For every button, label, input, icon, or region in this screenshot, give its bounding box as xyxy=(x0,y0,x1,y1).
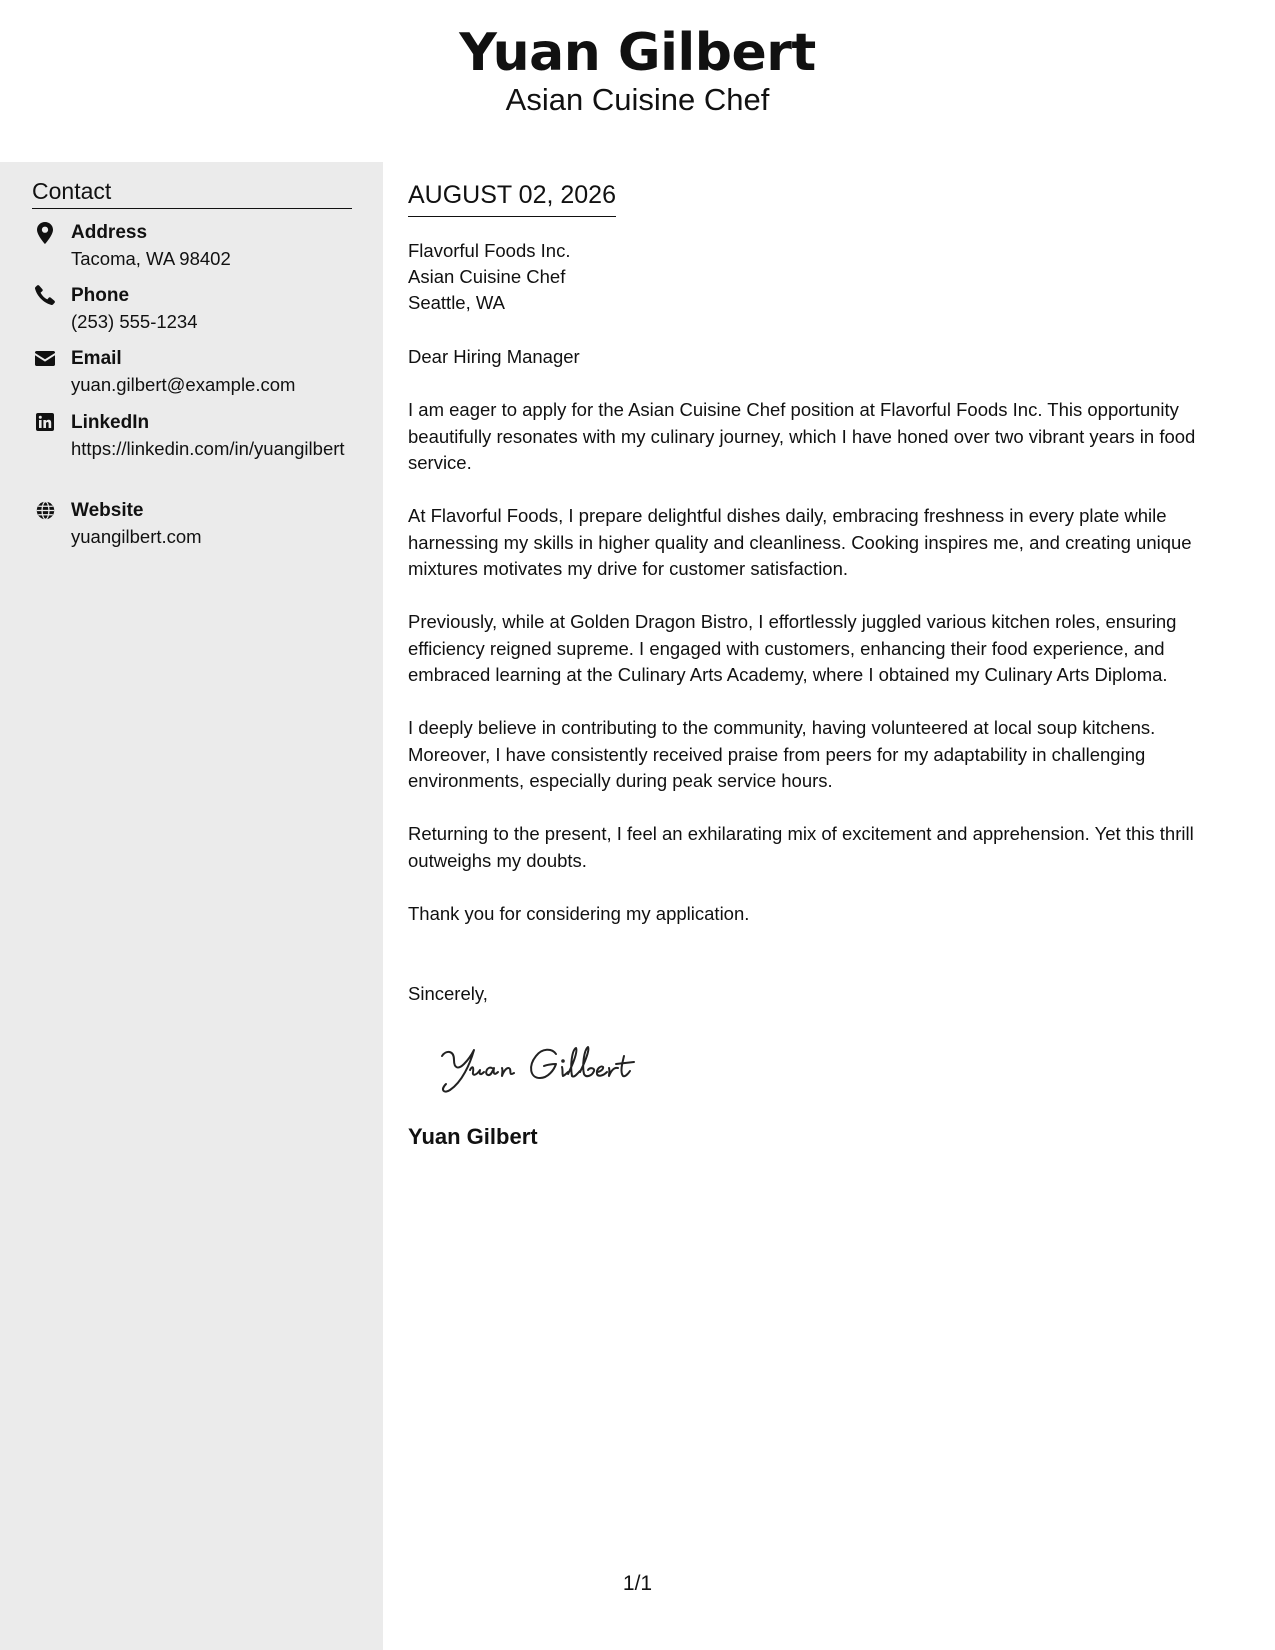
paragraph: Thank you for considering my application. xyxy=(408,903,750,924)
envelope-icon xyxy=(32,351,58,373)
contact-value: yuangilbert.com xyxy=(71,526,202,547)
contact-label: LinkedIn xyxy=(71,412,150,433)
contact-value: (253) 555-1234 xyxy=(71,311,198,332)
handwritten-signature xyxy=(432,1034,672,1104)
recipient-location: Seattle, WA xyxy=(408,292,505,313)
globe-icon xyxy=(32,501,58,523)
paragraph: I am eager to apply for the Asian Cuisine Chef position at Flavorful Foods Inc. This opportunity beautifully resonates with my culinary journey, which I have honed over two vibrant years in food service. xyxy=(408,399,1196,473)
contact-heading: Contact xyxy=(32,176,352,209)
recipient-company: Flavorful Foods Inc. xyxy=(408,240,571,261)
applicant-role: Asian Cuisine Chef xyxy=(505,82,770,117)
contact-label: Website xyxy=(71,500,144,521)
contact-value: Tacoma, WA 98402 xyxy=(71,248,231,269)
contact-label: Address xyxy=(71,222,148,243)
paragraph: Returning to the present, I feel an exhilarating mix of excitement and apprehension. Yet this thrill outweighs my doubts. xyxy=(408,823,1194,871)
applicant-name: Yuan Gilbert xyxy=(459,23,816,83)
letter-header xyxy=(0,0,1275,162)
recipient-block xyxy=(408,238,1218,316)
paragraph: I deeply believe in contributing to the community, having volunteered at local soup kitchens. Moreover, I have consistently received praise from peers for my adaptability in challenging environments, especially during peak service hours. xyxy=(408,717,1156,791)
contact-label: Phone xyxy=(71,285,130,306)
phone-icon xyxy=(32,285,58,307)
signed-name: Yuan Gilbert xyxy=(408,1124,538,1149)
greeting: Dear Hiring Manager xyxy=(408,346,580,367)
contact-label: Email xyxy=(71,348,122,369)
contact-value: yuan.gilbert@example.com xyxy=(71,374,296,395)
map-pin-icon xyxy=(32,222,58,244)
contact-value: https://linkedin.com/in/yuangilbert xyxy=(71,438,345,459)
paragraph: Previously, while at Golden Dragon Bistro, I effortlessly juggled various kitchen roles, ensuring efficiency reigned supreme. I engaged with customers, enhancing their food experience, and embraced learning at the Culinary Arts Academy, where I obtained my Culinary Arts Diploma. xyxy=(408,611,1177,685)
page-number: 1/1 xyxy=(622,1572,653,1595)
linkedin-icon xyxy=(32,413,58,435)
paragraph: At Flavorful Foods, I prepare delightful dishes daily, embracing freshness in every plate while harnessing my skills in higher quality and cleanliness. Cooking inspires me, and creating unique mixtures motivates my drive for customer satisfaction. xyxy=(408,505,1192,579)
closing: Sincerely, xyxy=(408,983,488,1004)
recipient-position: Asian Cuisine Chef xyxy=(408,266,566,287)
letter-date: AUGUST 02, 2026 xyxy=(408,178,616,217)
